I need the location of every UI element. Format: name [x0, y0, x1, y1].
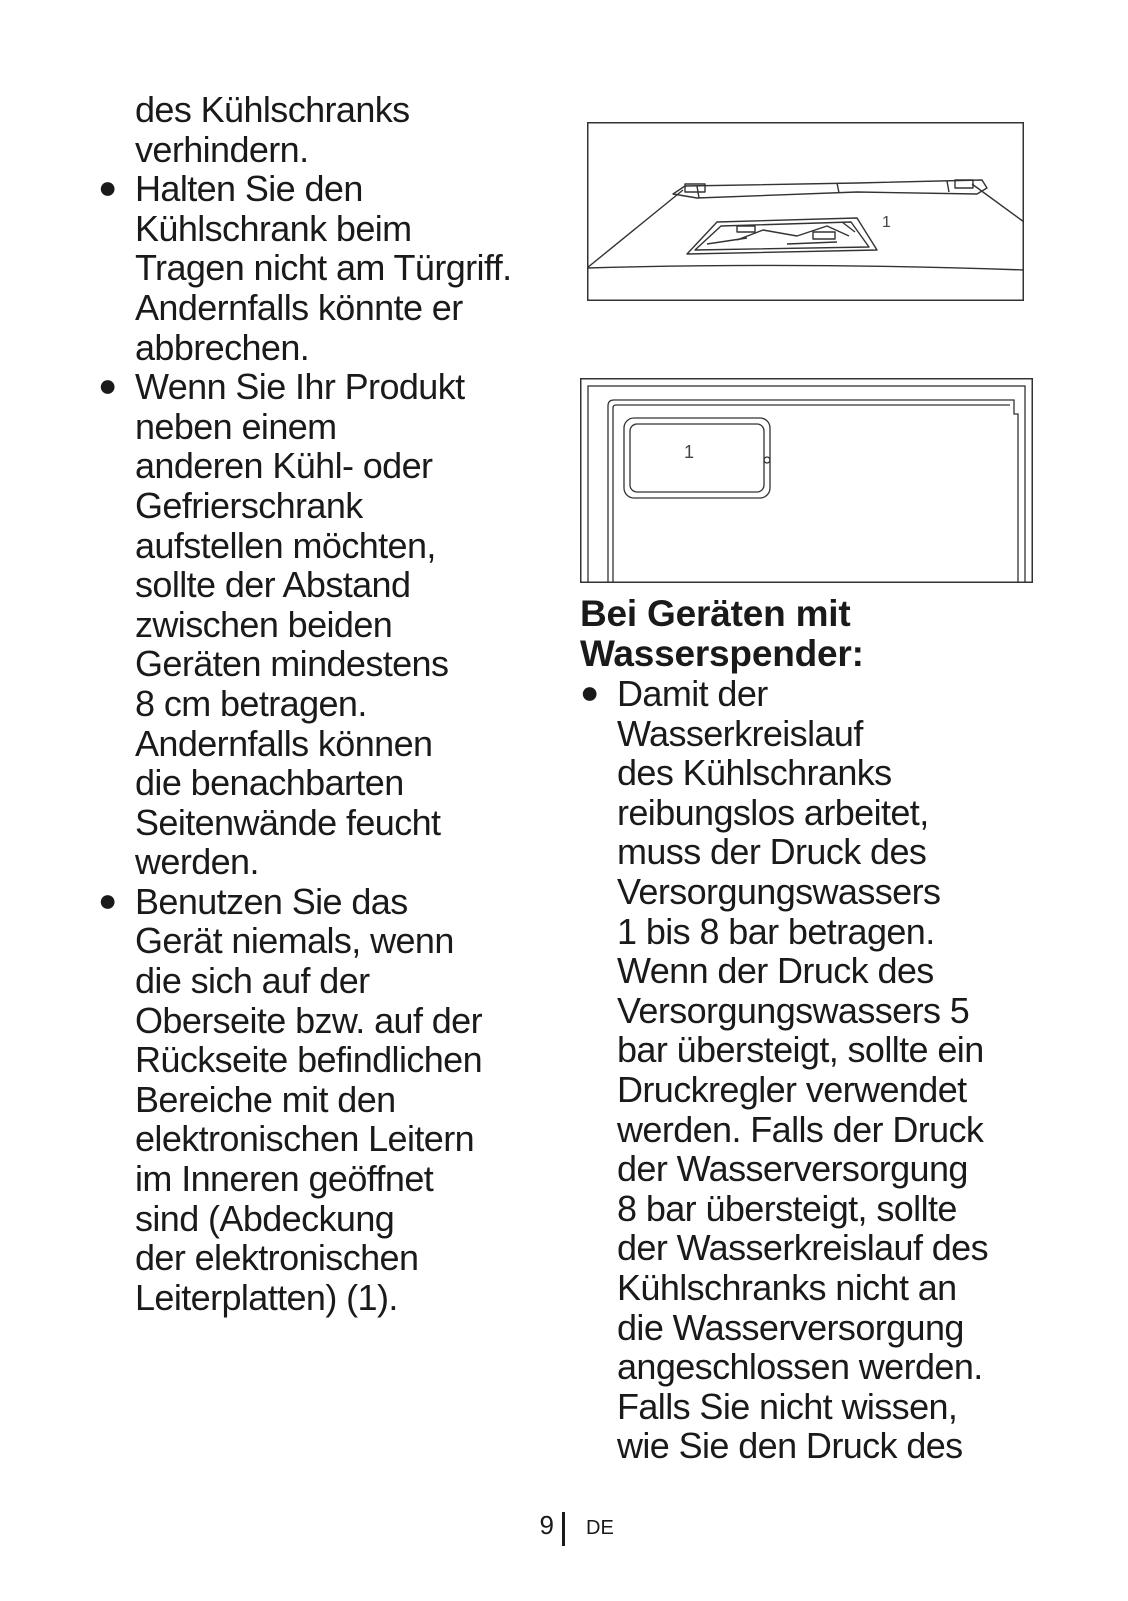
text-line: Tragen nicht am Türgriff.	[135, 247, 512, 289]
text-line: Druckregler verwendet	[617, 1068, 967, 1110]
text-line: 8 bar übersteigt, sollte	[617, 1187, 957, 1229]
section-heading: Bei Geräten mit	[580, 593, 851, 634]
fridge-rear-illustration	[580, 378, 1033, 583]
language-code: DE	[586, 1517, 614, 1539]
text-line: Damit der	[617, 673, 768, 714]
text-line: Halten Sie den	[135, 168, 363, 210]
text-line: Andernfalls können	[135, 722, 433, 764]
text-line: Versorgungswassers	[617, 870, 941, 912]
text-line: 8 cm betragen.	[135, 682, 367, 724]
text-line: sind (Abdeckung	[135, 1197, 395, 1239]
footer-divider	[562, 1512, 565, 1546]
text-line: Andernfalls könnte er	[135, 286, 463, 328]
text-line: bar übersteigt, sollte ein	[617, 1029, 984, 1071]
right-column	[580, 594, 1020, 1466]
text-line: verhindern.	[135, 128, 309, 170]
text-line: Versorgungswassers 5	[617, 989, 970, 1031]
list-item	[98, 169, 538, 367]
text-line: der elektronischen	[135, 1237, 419, 1279]
text-line: Falls Sie nicht wissen,	[617, 1385, 958, 1427]
text-line: aufstellen möchten,	[135, 524, 436, 566]
text-line: Wenn der Druck des	[617, 950, 934, 992]
bullet-icon: ●	[98, 881, 118, 918]
text-line: werden. Falls der Druck	[617, 1108, 984, 1150]
text-line: Gerät niemals, wenn	[135, 920, 454, 962]
text-line: angeschlossen werden.	[617, 1346, 983, 1388]
text-line: Wenn Sie Ihr Produkt	[135, 366, 465, 408]
text-line: Kühlschranks nicht an	[617, 1266, 957, 1308]
left-column	[98, 90, 538, 1317]
text-line: Leiterplatten) (1).	[135, 1276, 398, 1318]
text-line: die benachbarten	[135, 762, 404, 804]
text-line: Oberseite bzw. auf der	[135, 999, 482, 1041]
text-line: Bereiche mit den	[135, 1078, 396, 1120]
bullet-icon: ●	[98, 169, 118, 206]
text-line: elektronischen Leitern	[135, 1118, 475, 1160]
section-heading: Wasserspender:	[580, 633, 864, 674]
text-line: wie Sie den Druck des	[617, 1425, 963, 1467]
text-line: sollte der Abstand	[135, 564, 411, 606]
text-line: die sich auf der	[135, 960, 370, 1002]
text-line: Gefrierschrank	[135, 484, 363, 526]
text-line: Benutzen Sie das	[135, 880, 408, 922]
text-line: im Inneren geöffnet	[135, 1158, 434, 1200]
text-line: Seitenwände feucht	[135, 801, 441, 843]
page-number: 9	[539, 1510, 554, 1540]
bullet-icon: ●	[98, 367, 118, 404]
list-item	[98, 367, 538, 882]
text-line: des Kühlschranks	[135, 89, 410, 130]
text-line: zwischen beiden	[135, 603, 393, 645]
text-line: die Wasserversorgung	[617, 1306, 964, 1348]
callout-label: 1	[684, 442, 695, 462]
list-item	[580, 674, 1020, 1466]
text-line: Wasserkreislauf	[617, 712, 863, 754]
text-line: der Wasserversorgung	[617, 1148, 968, 1190]
text-line: reibungslos arbeitet,	[617, 791, 929, 833]
text-line: neben einem	[135, 405, 337, 447]
text-line: Geräten mindestens	[135, 643, 449, 685]
callout-label: 1	[882, 214, 891, 231]
text-line: Kühlschrank beim	[135, 207, 412, 249]
text-line: anderen Kühl- oder	[135, 445, 433, 487]
text-line: werden.	[135, 841, 259, 883]
list-item	[98, 882, 538, 1318]
bullet-icon: ●	[580, 674, 600, 710]
text-line: des Kühlschranks	[617, 752, 892, 794]
text-line: 1 bis 8 bar betragen.	[617, 910, 935, 952]
fridge-top-illustration	[587, 122, 1024, 301]
text-line: der Wasserkreislauf des	[617, 1227, 989, 1269]
page-footer	[0, 1508, 1128, 1548]
text-line: Rückseite befindlichen	[135, 1039, 483, 1081]
text-line: abbrechen.	[135, 326, 310, 368]
text-line: muss der Druck des	[617, 831, 927, 873]
